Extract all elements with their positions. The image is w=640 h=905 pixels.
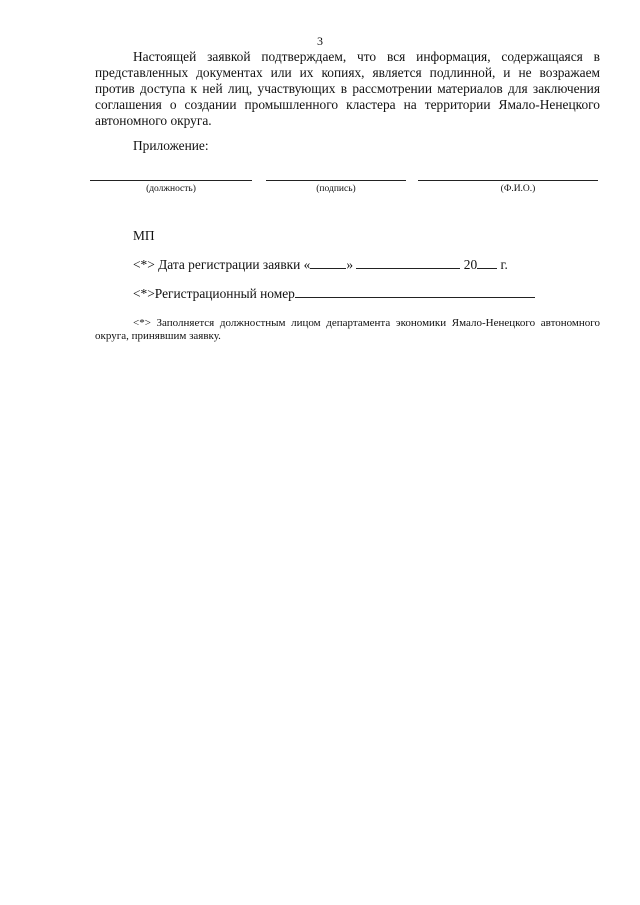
- registration-number-blank: [295, 285, 535, 298]
- year-blank: [477, 256, 497, 269]
- confirmation-paragraph: Настоящей заявкой подтверждаем, что вся информация, содержащаяся в представленных документах или их копиях, является подлинной, и не возражаем против доступа к ней лиц, участвующих в рассмотрении материалов для заключения соглашения о создании промышленного кластера на территории Ямало-Ненецкого автономного округа.: [95, 49, 600, 128]
- page-number: 3: [317, 34, 323, 48]
- signature-label: (подпись): [316, 184, 356, 194]
- signature-line: [266, 180, 406, 181]
- registration-date-prefix: <*> Дата регистрации заявки «: [133, 257, 311, 272]
- month-blank: [356, 256, 460, 269]
- year-prefix: 20: [463, 257, 478, 272]
- footnote: <*> Заполняется должностным лицом департамента экономики Ямало-Ненецкого автономного округа, принявшим заявку.: [95, 317, 600, 342]
- registration-number-label: <*>Регистрационный номер: [133, 286, 295, 301]
- year-suffix: г.: [500, 257, 508, 272]
- appendix-label: Приложение:: [133, 138, 209, 153]
- registration-date-quote: »: [346, 257, 354, 272]
- day-blank: [310, 256, 346, 269]
- registration-number: [133, 285, 535, 302]
- name-label: (Ф.И.О.): [500, 184, 536, 194]
- stamp-label: МП: [133, 228, 155, 243]
- name-line: [418, 180, 598, 181]
- registration-date: [133, 256, 508, 273]
- position-line: [90, 180, 252, 181]
- position-label: (должность): [146, 184, 196, 194]
